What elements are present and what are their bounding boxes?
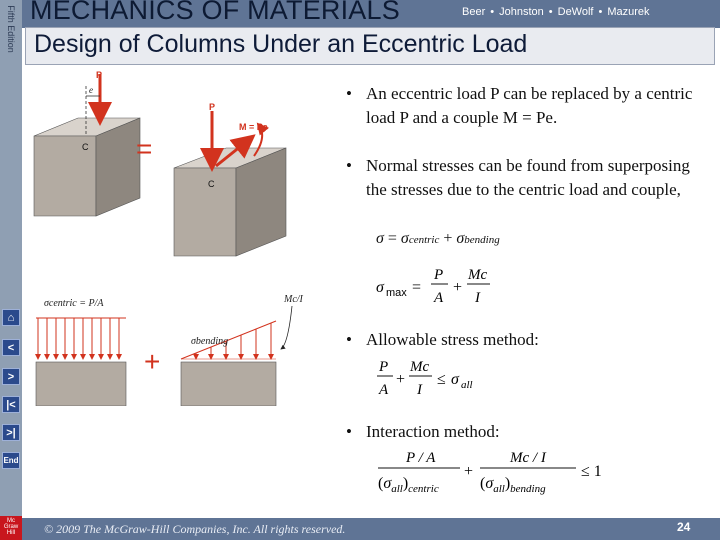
svg-text:I: I [475,290,480,306]
svg-text:A: A [379,382,389,398]
last-icon: >| [6,426,16,439]
page-number: 24 [677,520,691,534]
svg-text:=: = [412,279,422,296]
author-list: Beer • Johnston • DeWolf • Mazurek [462,6,650,18]
svg-text:(σall)bending: $(\sigma_{all})_{bending}$ [480,475,546,495]
svg-text:σ: σ [451,371,459,388]
svg-text:P: P [379,359,389,375]
svg-text:≤ 1: ≤ 1 [581,463,602,480]
svg-text:(σall)centric: $(\sigma_{all})_{centric}$ [378,475,439,495]
next-button[interactable] [2,368,20,385]
copyright-text: © 2009 The McGraw-Hill Companies, Inc. All rights reserved. [44,522,346,536]
centric-stress-distribution [36,318,126,406]
equals-sign: = [136,133,153,164]
svg-text:max: max [386,287,407,299]
svg-text:Mc: Mc [468,267,488,283]
footer-bar [22,518,720,540]
edition-label: Fifth Edition [6,5,16,53]
svg-text:σ: σ [376,279,384,296]
author-name: DeWolf [557,6,594,18]
svg-text:A: A [434,290,444,306]
bullet-item: • Normal stresses can be found from superposing the stresses due to the centric load and couple, [346,156,690,199]
first-icon: |< [6,398,16,411]
mc-over-i-label: Mc/I [284,294,303,305]
end-label: End [3,456,19,465]
header-bar [22,0,720,28]
previous-icon: < [7,341,15,354]
couple-m-label: M = Pe [239,122,268,132]
svg-text:I: I [417,382,422,398]
eccentricity-label: e [89,85,93,95]
next-icon: > [7,370,15,383]
bullet-item: • An eccentric load P can be replaced by a centric load P and a couple M = Pe. [346,84,693,127]
author-name: Mazurek [607,6,650,18]
allowable-stress-equation [376,354,496,400]
centric-column-block [174,111,286,256]
load-p-label: P [96,70,103,80]
centroid-label-centric: C [208,179,215,189]
svg-text:Mc: Mc [410,359,430,375]
publisher-logo: Mc Graw Hill [0,516,22,540]
last-button[interactable] [2,424,20,441]
previous-button[interactable] [2,339,20,356]
svg-text:≤: ≤ [437,371,446,388]
left-sidebar [0,0,22,540]
slide-title: Design of Columns Under an Eccentric Load [34,30,528,58]
svg-text:Mc / I: Mc / I [510,450,546,466]
first-button[interactable] [2,396,20,413]
superposition-equation: σ = σcentric + σbending [376,230,500,247]
bullet-item: • Interaction method: [346,422,500,441]
slide-title-box [25,27,715,65]
end-button[interactable] [2,452,20,469]
author-name: Beer [462,6,486,18]
plus-sign: + [144,346,161,377]
author-name: Johnston [499,6,544,18]
svg-text:+: + [464,463,474,480]
svg-text:P: P [434,267,444,283]
course-title: MECHANICS OF MATERIALS [30,0,400,25]
sigma-centric-label: σcentric = P/A [44,298,104,309]
home-icon: ⌂ [7,311,15,324]
svg-text:all: all [461,379,473,391]
max-stress-equation [374,262,514,310]
interaction-equation [376,446,606,500]
centroid-label: C [82,142,89,152]
bullet-item: • Allowable stress method: [346,330,539,349]
bending-stress-distribution [181,306,292,406]
svg-text:P / A: P / A [406,450,436,466]
eccentric-load-diagram [26,66,326,406]
home-button[interactable] [2,309,20,326]
sigma-bending-label: σbending [191,336,229,347]
load-p-label-centric: P [209,102,216,112]
svg-text:+: + [453,279,463,296]
svg-text:+: + [396,371,406,388]
